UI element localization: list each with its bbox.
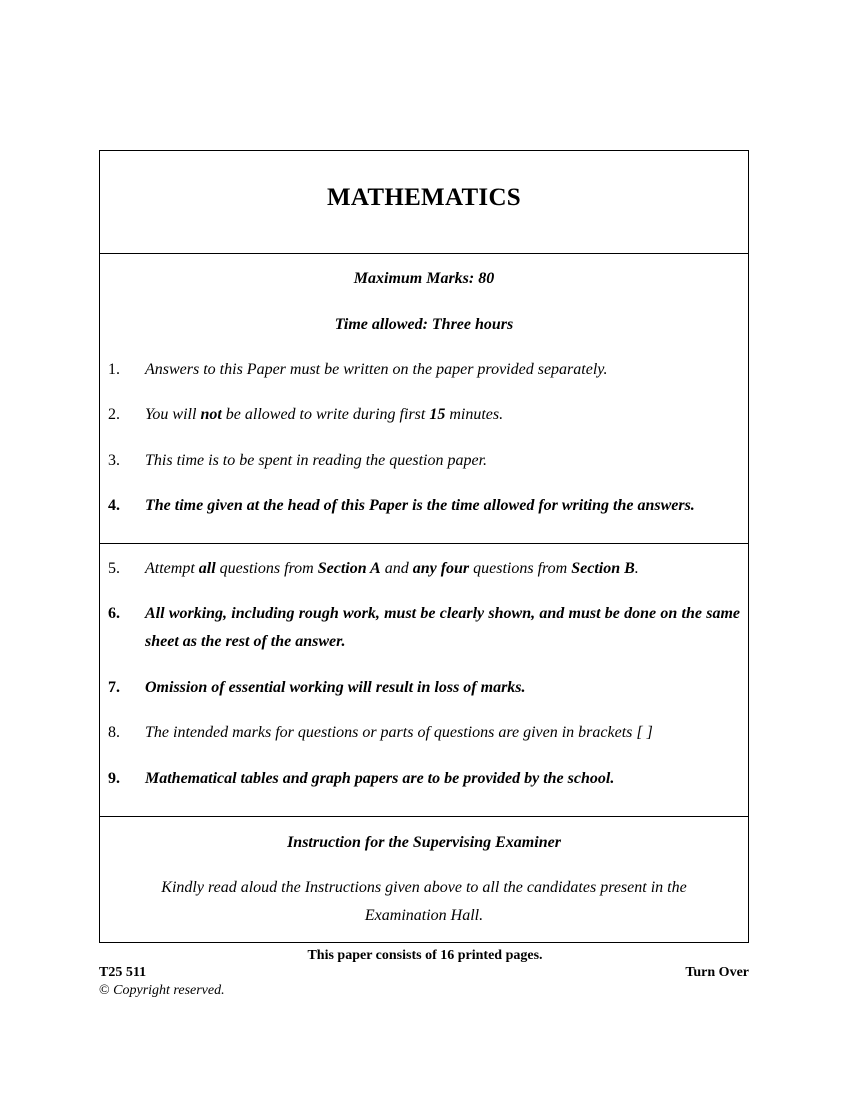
item-text-run: Answers to this Paper must be written on the paper provided separately. xyxy=(145,361,608,378)
item-text-run: all xyxy=(198,560,216,577)
item-text-run: not xyxy=(200,406,222,423)
item-text-run: Attempt xyxy=(145,560,199,577)
item-text-run: Omission of essential working will result in loss of marks. xyxy=(145,679,526,696)
item-text-run: questions from xyxy=(215,560,318,577)
item-number: 8. xyxy=(108,724,120,741)
item-number: 7. xyxy=(108,679,120,696)
item-text xyxy=(145,674,740,702)
item-number: 9. xyxy=(108,770,120,787)
paper-code: T25 511 xyxy=(99,965,147,980)
supervisor-text: Kindly read aloud the Instructions given above to all the candidates present in the Examination Hall. xyxy=(161,879,687,924)
supervisor-section xyxy=(100,816,748,942)
item-text-run: Section A xyxy=(317,560,381,577)
item-text-run: any four xyxy=(412,560,470,577)
supervisor-heading: Instruction for the Supervising Examiner xyxy=(287,834,561,851)
instruction-item xyxy=(108,674,740,702)
item-text-run: . xyxy=(634,560,639,577)
instruction-item xyxy=(108,765,740,793)
item-text-run: Section B xyxy=(571,560,635,577)
instruction-item xyxy=(108,447,740,475)
instruction-item xyxy=(108,401,740,429)
item-text-run: All working, including rough work, must be clearly shown, and must be done on the same sheet as the rest of the answer. xyxy=(145,605,740,650)
item-text-run: Mathematical tables and graph papers are to be provided by the school. xyxy=(145,770,615,787)
answering-instructions-section xyxy=(100,543,748,817)
item-text xyxy=(145,719,740,747)
item-number: 6. xyxy=(108,605,120,622)
paper-title: MATHEMATICS xyxy=(326,184,522,211)
item-number: 1. xyxy=(108,361,120,378)
paper-cover-frame xyxy=(99,150,749,943)
item-text-run: This time is to be spent in reading the question paper. xyxy=(145,452,488,469)
time-allowed: Time allowed: Three hours xyxy=(334,316,514,333)
copyright xyxy=(99,983,225,999)
general-instructions-section xyxy=(100,253,748,544)
instruction-item xyxy=(108,492,740,520)
max-marks: Maximum Marks: 80 xyxy=(353,270,495,287)
item-number: 4. xyxy=(108,497,120,514)
item-text-run: minutes. xyxy=(445,406,504,423)
item-text-run: You will xyxy=(145,406,201,423)
item-text xyxy=(145,492,740,520)
item-text xyxy=(145,401,740,429)
title-box xyxy=(100,151,748,254)
instruction-item xyxy=(108,600,740,656)
instruction-item xyxy=(108,719,740,747)
item-text xyxy=(145,356,740,384)
item-text-run: 15 xyxy=(429,406,446,423)
copyright-text: Copyright reserved. xyxy=(113,983,225,998)
item-text-run: and xyxy=(380,560,413,577)
item-text xyxy=(145,555,740,583)
item-text-run: The intended marks for questions or parts of questions are given in brackets [ ] xyxy=(145,724,653,741)
item-text xyxy=(145,600,740,656)
item-text xyxy=(145,447,740,475)
item-text-run: The time given at the head of this Paper is the time allowed for writing the answers. xyxy=(145,497,695,514)
copyright-symbol: © xyxy=(99,983,110,998)
item-text xyxy=(145,765,740,793)
item-number: 5. xyxy=(108,560,120,577)
instruction-item xyxy=(108,555,740,583)
turn-over: Turn Over xyxy=(685,965,749,980)
item-number: 3. xyxy=(108,452,120,469)
pages-note: This paper consists of 16 printed pages. xyxy=(307,948,543,963)
item-text-run: questions from xyxy=(469,560,572,577)
item-text-run: be allowed to write during first xyxy=(221,406,430,423)
instruction-item xyxy=(108,356,740,384)
item-number: 2. xyxy=(108,406,120,423)
